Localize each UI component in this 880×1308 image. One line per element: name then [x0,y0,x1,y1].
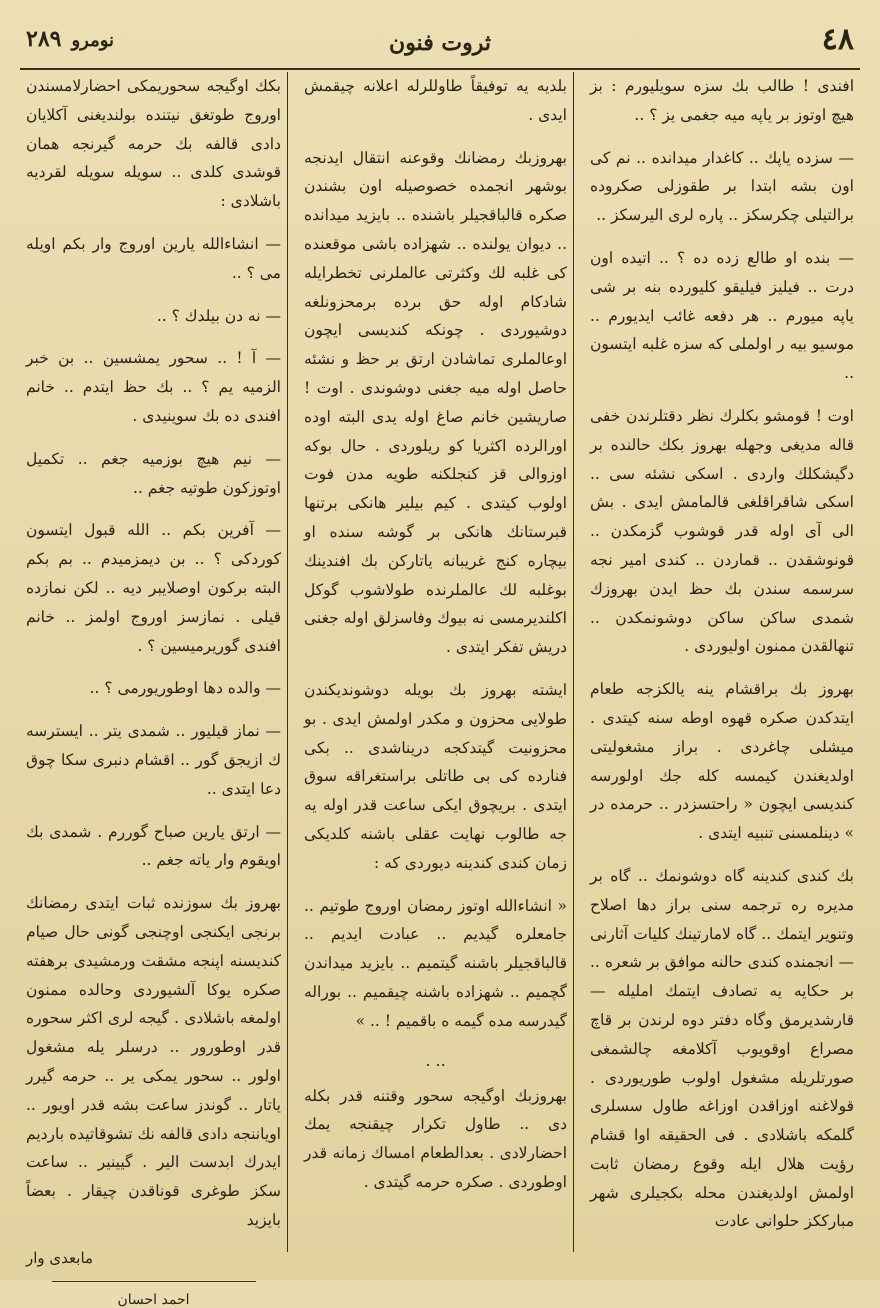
dialogue-line: — آ ! .. سحور یمشسین .. بن خبر الزمیه یم ؟ .. بك حظ ایتدم .. خانم افندی ده بك سوینیدی . [26,349,281,425]
dialogue-line: — نماز قیلیور .. شمدی یتر .. ایسترسه ك ازیجق گور .. اقشام دنبری سكا چوق دعا ایتدی .. [26,722,281,798]
text-columns [20,72,860,1308]
paragraph: بكك اوگیجه سحوریمكی احضارلامسندن اوروج طوتغق نیتنده بولندیغنی آكلایان دادی قالفه بك حرمه گیرنجه همان قوشدی كلدی .. سویله سویله لقردیه باشلادی : [26,77,281,211]
left-column [20,72,288,1308]
paragraph: بهروزبك اوگیجه سحور وقتنه قدر بكله دی .. طاول تكرار چیقنجه یمك احضارلادی . بعدالطعام امساك زمانه قدر اوطوردی . صكره حرمه گیتدی . [304,1086,567,1191]
dialogue-line: — نیم هیچ بوزمیه جغم .. تكمیل اوتوزكون طوتیه جغم .. [26,449,281,497]
issue-label: نومرو [71,30,115,51]
translator-name: احمد احسان [117,1291,190,1308]
page-header [20,20,860,70]
journal-title: ثروت فنون [389,30,491,56]
paragraph: ایشته بهروز بك بویله دوشوندیكندن طولایی محزون و مكدر اولمش ایدی . بو محزونیت گیتدكجه دریناشدی .. بكی فنارده كی بی طاتلی براستغراقه سوق ایتدی . بریچوق ایكی ساعت قدر اوله یه جه طالوب نهایت عقلی باشنه كلدیكی زمان كندی كندینه دیوردی كه : [304,680,567,872]
dialogue-line: — انشاءالله یارین اوروج وار بكم اویله می ؟ .. [26,234,281,282]
paragraph: بهروز بك سوزنده ثبات ایتدی رمضانك برنجی ایكنجی اوچنجی گونی حال صیام كندیسنه اپنجه مشقت ورمشیدی برهفته صكره یوكا آلشیوردی وحالده ممنون اولمغه باشلادی . گیجه لری اكثر سحوره قدر اوطورور .. درسلر یله مشغول اولور .. سحور یمكی یر .. حرمه گیرر یاتار .. گوندز ساعت بشه قدر اویور .. اویاننجه دادی قالفه نك تشوقاتیده باردیم ایدرك ابدست الیر . گیینیر .. ساعت سكز طوغری قوناقدن چیقار . بعضاً بایزید [26,894,281,1229]
paragraph: افندی ! طالب بك سزه سویلیورم : بز هیچ اوتوز بر یاپه میه جغمی یز ؟ .. [590,77,854,124]
paragraph: اوت ! قومشو بكلرك نظر دقتلرندن خفی قاله مدیغی وجهله بهروز بكك حالنده بر دگیشكلك واردی . اسكی نشئه سی .. اسكی شاقراقلغی قالمامش ایدی . بش الی آی اوله قدر قوشوب گزمكدن .. قونوشقدن .. قماردن .. كندی امیر نجه سرسمه سندن بك حظ ایدن بهروزك شمدی ساكن ساكن دوشونمكدن .. تنهالقدن ممنون اولیوردی . [590,406,854,656]
paragraph: بهروز بك براقشام ینه یالكزجه طعام ایتدكدن صكره قهوه اوطه سنه كیتدی . میشلی چاغردی . براز مشغولیتی اولدیغندن كیمسه كله جك اولورسه كندیسی ایچون « راحتسزدر .. حرمده در » دینلمسنی تنبیه ایتدی . [590,680,854,843]
to-be-continued: مابعدی وار [26,1248,94,1267]
dialogue-line: — والده دها اوطوریورمی ؟ .. [89,679,281,698]
section-ornament: .. . [425,1050,446,1070]
paragraph: — سزده یاپك .. كاغدار میدانده .. نم كی اون بشه ابتدا بر طقوزلی صكروده برالتیلی چكرسكز .. پاره لری الیرسكز .. [590,148,854,225]
dialogue-line: — ارتق یارین صباح گوررم . شمدی بك اویقوم وار یاته جغم .. [26,822,281,870]
paragraph: — بنده او طالع زده ده ؟ .. اتیده اون درت .. فیلیز فیلیقو كلیورده بنه بر شی یاپه میورم .. هر دفعه غائب ایدیورم .. موسیو بیه ر اولملی كه سزه غلبه ایتسون .. [590,248,854,383]
middle-column [298,72,574,1252]
issue-info [26,26,114,52]
dialogue-line: — نه دن بیلدك ؟ .. [156,306,281,325]
paragraph: بهروزبك رمضانك وقوعنه انتقال ایدنجه بوشهر انجمده خصوصیله اون بشندن صكره قالباقجیلر باشنده .. بایزید میدانده .. دیوان یولنده .. شهزاده باشی موقعنده كی غلبه لك وكثرتی عالملرنی تخطرایله شادكام اوله حق برده برمحزونلغه دوشیوردی . چونكه كندیسی ایچون اوعالملری تماشادن ارتق بر حظ و نشئه حاصل اوله میه جغنی دوشوندی . اوت ! صاریشین خانم صاغ اوله یدی البته اوده اورالرده اكثریا كو ریلوردی . حال بوكه اوزوالی قز كنجلكنه طویه مدن فوت اولوب كیتدی . كیم بیلیر هانكی برتنها قبرستانك هانكی بر گوشه سنده او بیچاره كنج غریبانه یاتاركن بك افندینك بوغلبه لك عالملرنده طولاشوب گوكل اكلندیرمسی نه بیوك وفاسزلق اوله جغنی دریش تفكر ایتدی . [304,148,567,657]
paragraph: « انشاءالله اوتوز رمضان اوروج طوتیم .. جامعلره گیدیم .. عبادت ایدیم .. قالباقجیلر باشنه گیتمیم .. بایزید میداندن گچمیم .. شهزاده باشنه چیقمیم .. بوراله گیدرسه مده گیمه ه باقمیم ! .. » [304,896,567,1030]
divider [52,1281,256,1282]
page-number: ٤٨ [821,22,854,57]
issue-number: ٢٨٩ [26,26,62,52]
paragraph: بك كندی كندینه گاه دوشونمك .. گاه بر مدیره ره ترجمه سنی براز دها اصلاح وتنویر ایتمك .. گاه لامارتینك كلیات آثارنی — انجمنده كندی حالنه موافق بر شعره .. بر حكایه یه تصادف ایتمك املیله — قارشدیرمق وگاه دفتر دوه لرندن بر قاچ مصراع اوقویوب آكلامغه چالشمغی صورتلریله مشغول اولوب طوریوردی . قولاغنه اوزاقدن اوزاغه طاول سسلری گلمكه باشلادی . فی الحقیقه اوا قشام رؤیت هلال ایله وقوع رمضان ثابت اولمش اولدیغندن محله بكجیلری شهر مبارككز حلوانی عادت [590,866,854,1231]
dialogue-line: — آفرین بكم .. الله قبول ایتسون كوردكی ؟ .. بن دیمزمیدم .. بم بكم البته بركون اوصلایبر دیه .. لكن نمازده قیلی . نمازسز اوروج اولمز .. خانم افندی گوریرمیسین ؟ . [26,521,281,655]
right-column [584,72,860,1252]
paragraph: بلدیه یه توفیقاً طاوللرله اعلانه چیقمش ایدی . [304,77,567,124]
